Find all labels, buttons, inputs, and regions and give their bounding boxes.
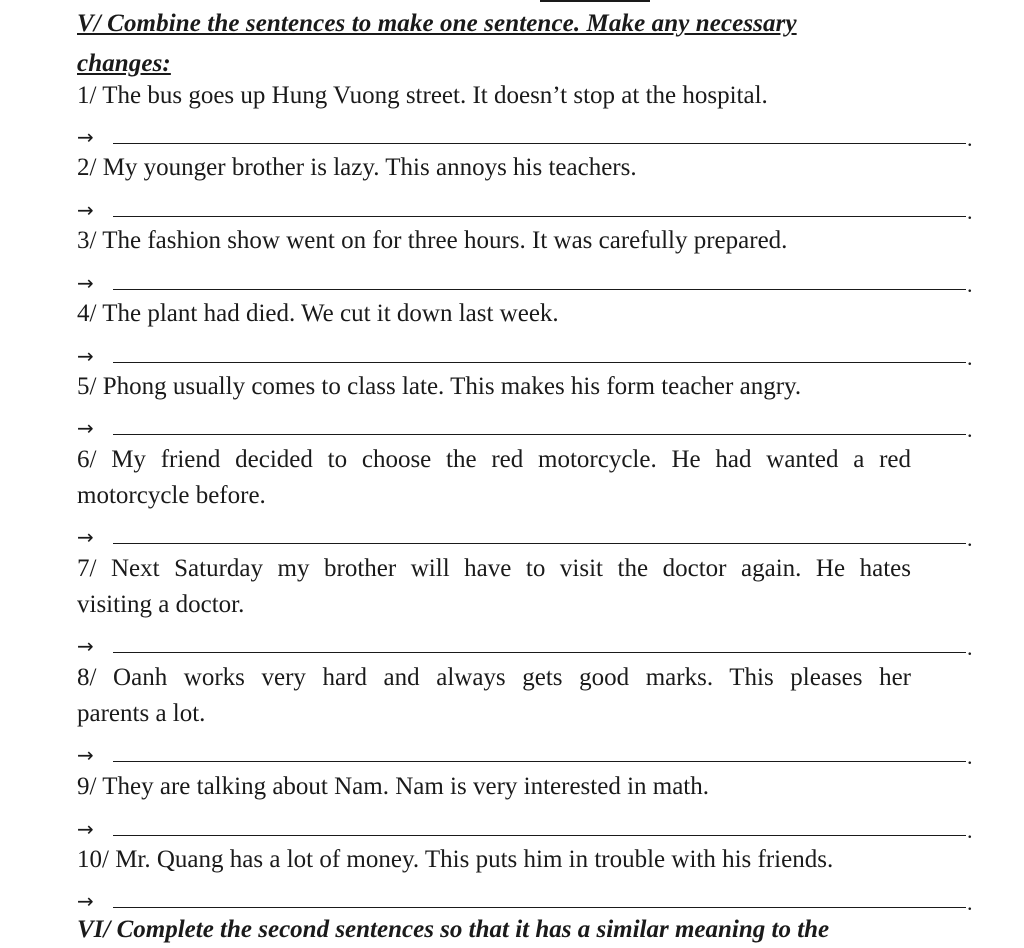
answer-period: .	[967, 818, 973, 843]
answer-line-4[interactable]	[77, 341, 973, 371]
question-9	[77, 769, 911, 805]
answer-period: .	[967, 744, 973, 769]
question-1	[77, 78, 911, 114]
answer-blank[interactable]	[113, 289, 966, 290]
answer-line-8[interactable]	[77, 740, 973, 770]
question-6	[77, 442, 911, 514]
arrow-icon: →	[77, 125, 94, 149]
question-text-continued: visiting a doctor.	[77, 591, 245, 618]
arrow-icon: →	[77, 634, 94, 658]
answer-blank[interactable]	[113, 652, 966, 653]
question-text: 3/ The fashion show went on for three hours. It was carefully prepared.	[77, 227, 788, 254]
answer-period: .	[967, 635, 973, 660]
answer-blank[interactable]	[113, 216, 966, 217]
arrow-icon: →	[77, 344, 94, 368]
question-text: 9/ They are talking about Nam. Nam is very interested in math.	[77, 773, 710, 800]
question-text: 1/ The bus goes up Hung Vuong street. It doesn’t stop at the hospital.	[77, 82, 768, 109]
question-3	[77, 223, 911, 259]
question-2	[77, 150, 911, 186]
section-heading-line-1: V/ Combine the sentences to make one sentence. Make any necessary	[77, 10, 797, 37]
question-text: 2/ My younger brother is lazy. This annoys his teachers.	[77, 154, 637, 181]
section-heading-line-2: changes:	[77, 50, 171, 77]
arrow-icon: →	[77, 416, 94, 440]
question-text: 5/ Phong usually comes to class late. This makes his form teacher angry.	[77, 373, 802, 400]
answer-blank[interactable]	[113, 362, 966, 363]
arrow-icon: →	[77, 525, 94, 549]
question-10	[77, 842, 911, 878]
answer-blank[interactable]	[113, 835, 966, 836]
answer-period: .	[967, 126, 973, 151]
answer-period: .	[967, 272, 973, 297]
question-text: 7/ Next Saturday my brother will have to visit the doctor again. He hates	[77, 555, 911, 582]
section-heading	[77, 4, 917, 84]
answer-blank[interactable]	[113, 143, 966, 144]
question-8	[77, 660, 911, 732]
answer-period: .	[967, 890, 973, 915]
answer-blank[interactable]	[113, 434, 966, 435]
question-text-continued: parents a lot.	[77, 700, 206, 727]
answer-period: .	[967, 526, 973, 551]
answer-line-3[interactable]	[77, 268, 973, 298]
question-text: 4/ The plant had died. We cut it down last week.	[77, 300, 559, 327]
answer-blank[interactable]	[113, 761, 966, 762]
answer-blank[interactable]	[113, 543, 966, 544]
question-text: 8/ Oanh works very hard and always gets good marks. This pleases her	[77, 664, 911, 691]
answer-period: .	[967, 345, 973, 370]
arrow-icon: →	[77, 198, 94, 222]
arrow-icon: →	[77, 889, 94, 913]
question-5	[77, 369, 911, 405]
answer-period: .	[967, 417, 973, 442]
arrow-icon: →	[77, 743, 94, 767]
question-text-continued: motorcycle before.	[77, 482, 266, 509]
answer-line-7[interactable]	[77, 631, 973, 661]
next-section-heading-cut: VI/ Complete the second sentences so that it has a similar meaning to the	[77, 916, 830, 943]
top-underline-fragment	[540, 0, 650, 2]
answer-blank[interactable]	[113, 907, 966, 908]
question-7	[77, 551, 911, 623]
answer-period: .	[967, 199, 973, 224]
question-text: 10/ Mr. Quang has a lot of money. This puts him in trouble with his friends.	[77, 846, 834, 873]
answer-line-2[interactable]	[77, 195, 973, 225]
answer-line-1[interactable]	[77, 122, 973, 152]
arrow-icon: →	[77, 817, 94, 841]
question-4	[77, 296, 911, 332]
arrow-icon: →	[77, 271, 94, 295]
answer-line-9[interactable]	[77, 814, 973, 844]
question-text: 6/ My friend decided to choose the red motorcycle. He had wanted a red	[77, 446, 911, 473]
answer-line-6[interactable]	[77, 522, 973, 552]
answer-line-5[interactable]	[77, 413, 973, 443]
